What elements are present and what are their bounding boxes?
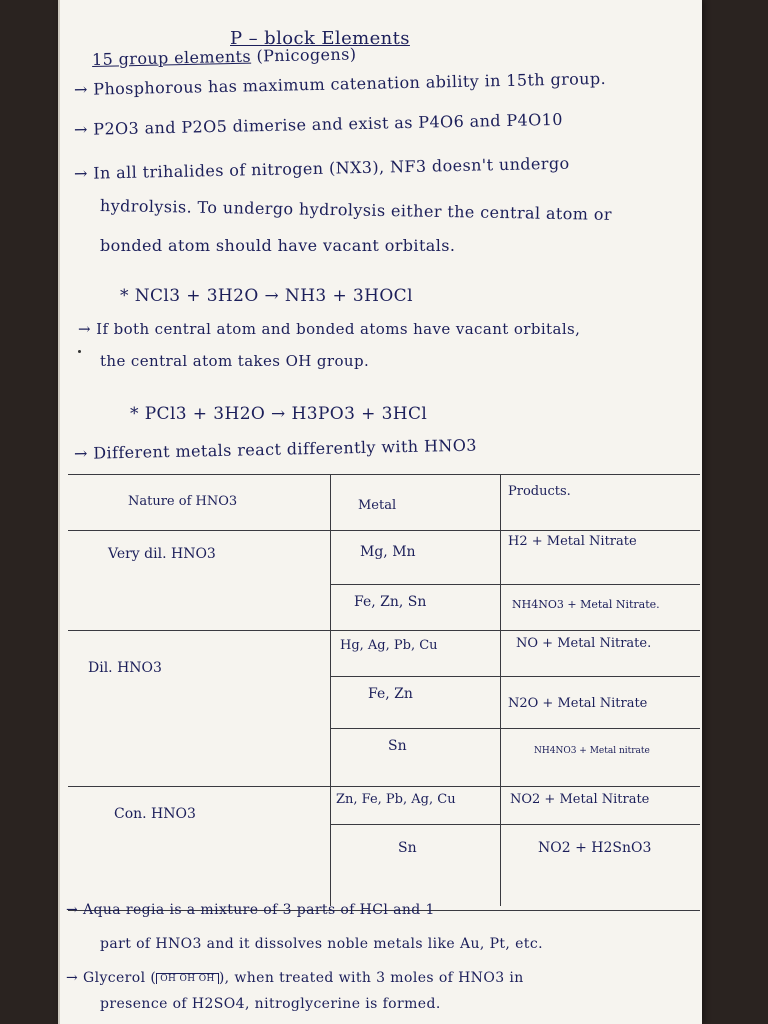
hno3-reaction-table xyxy=(68,474,700,906)
cell-metal: Zn, Fe, Pb, Ag, Cu xyxy=(336,792,456,807)
note-line-dimerise: → P2O3 and P2O5 dimerise and exist as P4O6 and P4O10 xyxy=(73,109,564,139)
cell-product: NO2 + H2SnO3 xyxy=(538,840,652,856)
cell-product: NO + Metal Nitrate. xyxy=(516,636,652,651)
cell-metal: Sn xyxy=(388,738,407,754)
cell-metal: Fe, Zn xyxy=(368,686,413,702)
cell-product: H2 + Metal Nitrate xyxy=(508,534,637,549)
cell-product: NH4NO3 + Metal Nitrate. xyxy=(512,598,660,611)
note-aqua-regia-1: → Aqua regia is a mixture of 3 parts of HCl and 1 xyxy=(66,902,435,918)
cell-metal: Fe, Zn, Sn xyxy=(354,594,427,610)
table-header-divider xyxy=(68,530,700,531)
cell-product: NH4NO3 + Metal nitrate xyxy=(534,746,650,756)
subheading-note: (Pnicogens) xyxy=(256,44,357,66)
glycerol-text-start: → Glycerol ( xyxy=(66,970,157,986)
cell-product: N2O + Metal Nitrate xyxy=(508,696,648,711)
equation-pcl3-hydrolysis: * PCl3 + 3H2O → H3PO3 + 3HCl xyxy=(130,404,428,424)
note-line-hydrolysis: hydrolysis. To undergo hydrolysis either the central atom or xyxy=(99,196,613,224)
note-line-both-vacant: → If both central atom and bonded atoms have vacant orbitals, xyxy=(78,320,581,338)
note-line-vacant-orbitals: bonded atom should have vacant orbitals. xyxy=(100,236,456,255)
note-line-oh-group: the central atom takes OH group. xyxy=(100,352,370,370)
table-group-divider xyxy=(68,630,700,631)
cell-metal: Hg, Ag, Pb, Cu xyxy=(340,638,438,653)
note-glycerol-1 xyxy=(66,970,524,986)
note-line-metals-hno3: → Different metals react differently with HNO3 xyxy=(73,435,478,463)
cell-nature-very-dil: Very dil. HNO3 xyxy=(108,546,216,562)
header-metal: Metal xyxy=(358,498,397,513)
note-glycerol-2: presence of H2SO4, nitroglycerine is formed. xyxy=(100,996,441,1012)
note-line-trihalides: → In all trihalides of nitrogen (NX3), NF3 doesn't undergo xyxy=(73,153,570,183)
table-col-divider xyxy=(500,474,501,906)
subheading xyxy=(92,44,357,69)
cell-product: NO2 + Metal Nitrate xyxy=(510,792,650,807)
table-row-divider xyxy=(330,728,700,729)
table-row-divider xyxy=(330,584,700,585)
page-title: P – block Elements xyxy=(230,28,410,49)
header-products: Products. xyxy=(508,484,571,499)
margin-dot xyxy=(78,350,81,353)
table-border-top xyxy=(68,474,700,475)
glycerol-structure: OH OH OH xyxy=(156,973,219,984)
note-line-catenation: → Phosphorous has maximum catenation ability in 15th group. xyxy=(73,68,607,99)
cell-nature-dil: Dil. HNO3 xyxy=(88,660,162,676)
header-nature: Nature of HNO3 xyxy=(128,494,238,509)
notebook-page xyxy=(58,0,702,1024)
equation-ncl3-hydrolysis: * NCl3 + 3H2O → NH3 + 3HOCl xyxy=(120,286,413,306)
cell-nature-con: Con. HNO3 xyxy=(114,806,196,822)
cell-metal: Mg, Mn xyxy=(360,544,416,560)
table-col-divider xyxy=(330,474,331,906)
subheading-group: 15 group elements xyxy=(91,46,252,69)
cell-metal: Sn xyxy=(398,840,417,856)
table-row-divider xyxy=(330,824,700,825)
table-row-divider xyxy=(330,676,700,677)
table-group-divider xyxy=(68,786,700,787)
note-aqua-regia-2: part of HNO3 and it dissolves noble metals like Au, Pt, etc. xyxy=(100,936,543,952)
glycerol-text-end: ), when treated with 3 moles of HNO3 in xyxy=(218,970,524,986)
